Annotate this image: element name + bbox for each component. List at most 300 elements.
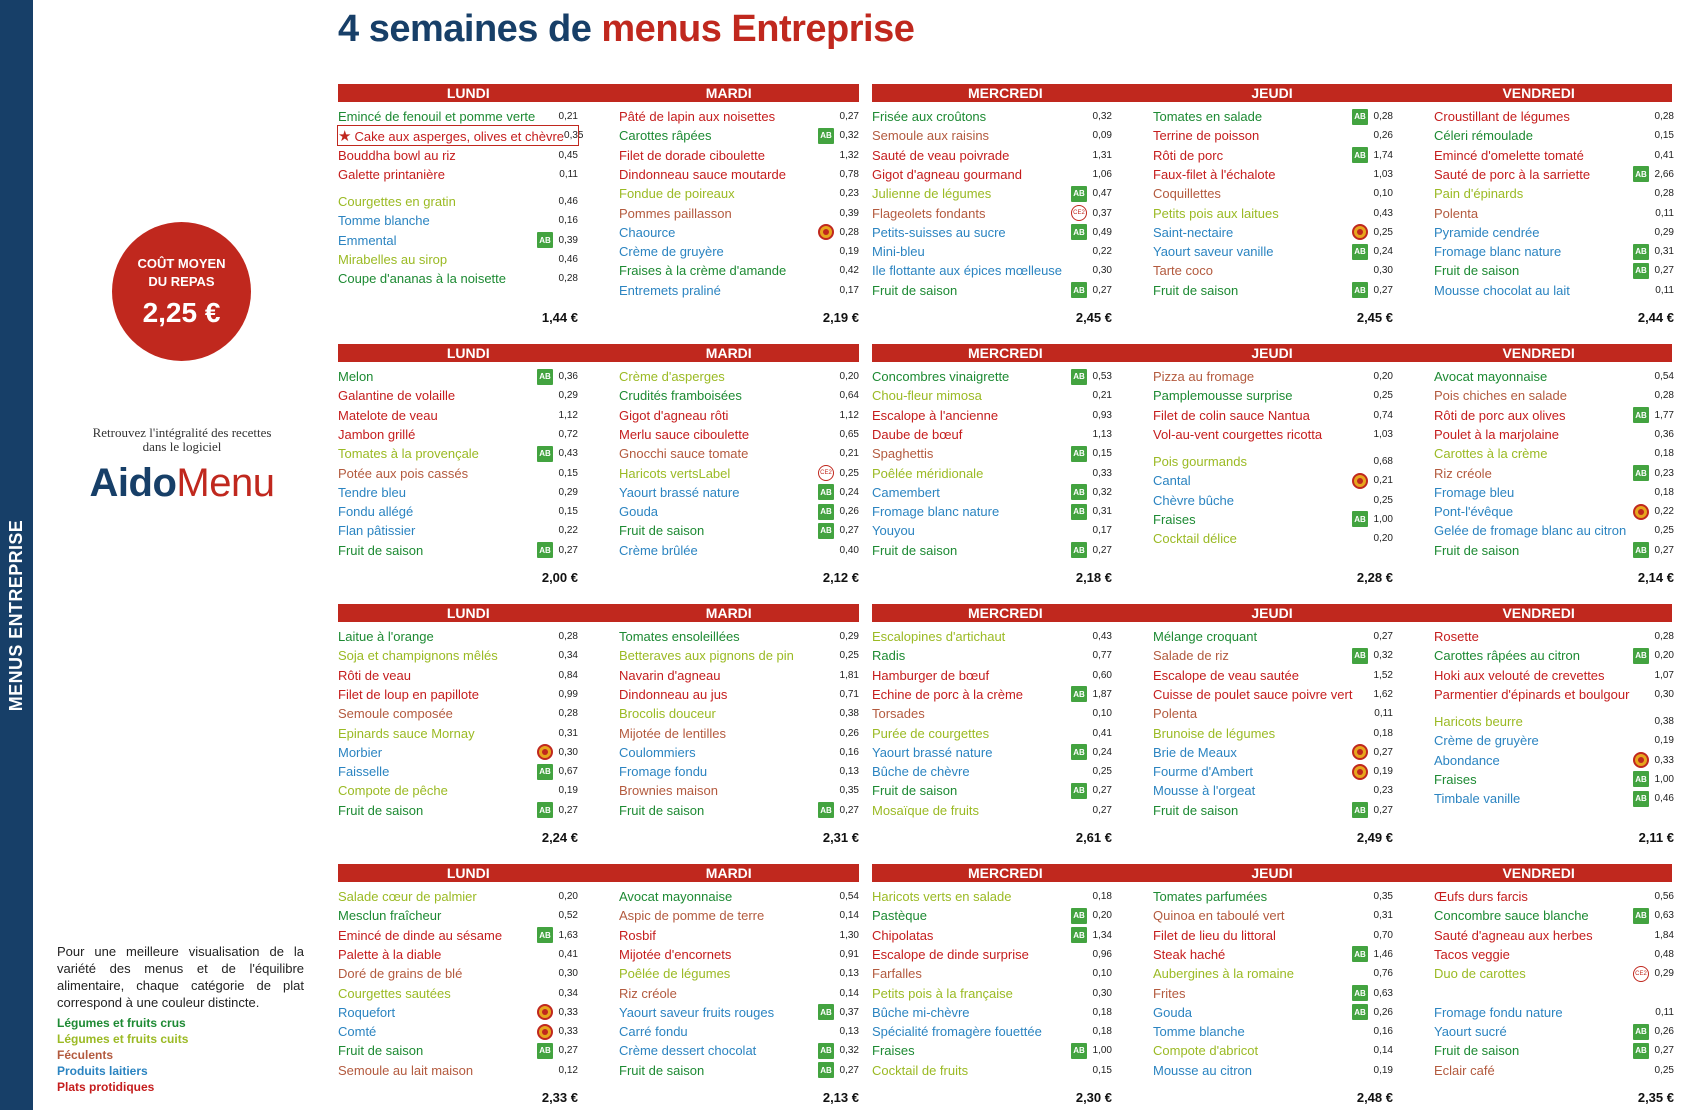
dish-cost: 0,10: [1092, 968, 1112, 980]
dish-name: [338, 908, 536, 923]
day-name: JEUDI: [1251, 85, 1293, 101]
menu-item-row: [338, 211, 578, 230]
dish-cost: 0,32: [1373, 650, 1393, 662]
dish-label: Gouda: [1153, 1004, 1193, 1020]
menu-item-row: [1434, 887, 1674, 906]
organic-ab-icon: AB: [1633, 648, 1649, 664]
dish-cost: 0,25: [1373, 390, 1393, 402]
dish-cost: 0,15: [558, 506, 578, 518]
dish-cost: 0,70: [1373, 929, 1393, 941]
menu-item-row: [1434, 521, 1674, 540]
dish-cost: 0,17: [1092, 525, 1112, 537]
menu-item-row: [1434, 751, 1674, 770]
ce2-label-icon: CE2: [1633, 966, 1649, 982]
organic-ab-icon: AB: [818, 523, 834, 539]
dish-cost: 1,87: [1092, 688, 1112, 700]
dish-name: [619, 986, 817, 1001]
dish-label: Yaourt sucré: [1434, 1024, 1507, 1040]
organic-ab-icon: AB: [1633, 465, 1649, 481]
organic-ab-icon: AB: [1633, 791, 1649, 807]
dish-cost: 0,25: [839, 650, 859, 662]
organic-ab-icon: AB: [1352, 147, 1368, 163]
menu-item-row: [1434, 1041, 1674, 1060]
label-icon-slot: [1351, 473, 1369, 489]
dish-label: Escalope à l'ancienne: [872, 407, 999, 423]
dish-name: [338, 427, 536, 442]
dish-label: Youyou: [872, 523, 915, 539]
dish-label: Courgettes en gratin: [338, 193, 456, 209]
dish-name: [1434, 1063, 1632, 1078]
organic-ab-icon: AB: [818, 504, 834, 520]
menu-item-row: [338, 964, 578, 983]
dish-name: [872, 1024, 1070, 1039]
dish-name: [619, 148, 817, 163]
menu-item-row: [872, 666, 1112, 685]
menu-item-row: [1153, 425, 1393, 444]
menu-item-row: [338, 1003, 578, 1022]
dish-name: [338, 271, 536, 286]
dish-name: [619, 783, 817, 798]
menu-item-row: [1153, 510, 1393, 529]
dish-cost: 0,30: [558, 746, 578, 758]
dish-cost: 0,28: [1654, 111, 1674, 122]
organic-ab-icon: AB: [537, 927, 553, 943]
dish-name: [1153, 1063, 1351, 1078]
dish-label: Tomates en salade: [1153, 109, 1263, 124]
menu-item-row: [619, 425, 859, 444]
aop-seal-icon: [537, 1004, 553, 1020]
menu-item-row: [338, 984, 578, 1003]
dish-label: Pois chiches en salade: [1434, 388, 1567, 404]
menu-item-row: [619, 281, 859, 300]
dish-name: [1434, 109, 1632, 124]
dish-name: [338, 1005, 536, 1020]
day-total: 2,48 €: [1356, 1090, 1393, 1105]
average-cost-badge: [112, 222, 251, 361]
dish-name: [1434, 966, 1632, 981]
dish-name: [338, 745, 536, 760]
dish-label: Hoki aux velouté de crevettes: [1434, 667, 1605, 683]
dish-label: Chipolatas: [872, 927, 934, 943]
dish-label: Merlu sauce ciboulette: [619, 426, 750, 442]
label-icon-slot: [1632, 908, 1650, 924]
dish-name: [1153, 531, 1351, 546]
dish-name: [1434, 485, 1632, 500]
menu-item-row: [872, 984, 1112, 1003]
organic-ab-icon: AB: [1071, 224, 1087, 240]
menu-item-row: [1434, 146, 1674, 165]
dish-cost: 0,43: [1373, 207, 1393, 219]
dish-cost: 0,38: [1654, 715, 1674, 727]
dish-label: Coupe d'ananas à la noisette: [338, 271, 506, 287]
dish-name: [1153, 454, 1351, 469]
dish-label: Œufs durs farcis: [1434, 889, 1528, 904]
dish-name: [1434, 791, 1632, 806]
dish-label: Fruit de saison: [619, 802, 705, 818]
dish-name: [338, 1043, 536, 1058]
dish-label: Chaource: [619, 224, 676, 240]
dish-name: [1434, 543, 1632, 558]
organic-ab-icon: AB: [1071, 783, 1087, 799]
dish-cost: 0,20: [1373, 371, 1393, 382]
dish-label: Tomates à la provençale: [338, 446, 479, 462]
dish-name: [1434, 687, 1632, 702]
label-icon-slot: [817, 484, 835, 500]
menu-item-row: [1434, 107, 1674, 126]
dish-label: Fromage blanc nature: [872, 504, 1000, 520]
dish-label: Spécialité fromagère fouettée: [872, 1024, 1042, 1040]
dish-label: Crudités framboisées: [619, 388, 742, 404]
dish-cost: 0,30: [1092, 987, 1112, 999]
menu-item-row: [619, 541, 859, 560]
dish-name: [1434, 908, 1632, 923]
menu-item-row: [1153, 1041, 1393, 1060]
dish-label: Coquillettes: [1153, 186, 1221, 202]
legend-item-dairy: Produits laitiers: [57, 1064, 148, 1078]
dish-cost: 1,81: [839, 669, 859, 681]
dish-cost: 0,19: [558, 785, 578, 797]
dish-name: [1153, 1005, 1351, 1020]
menu-item-row: [619, 261, 859, 280]
organic-ab-icon: AB: [1352, 244, 1368, 260]
menu-item-row: [1153, 1003, 1393, 1022]
dish-name: [1153, 128, 1351, 143]
label-icon-slot: [1632, 966, 1650, 982]
dish-name: [619, 263, 817, 278]
label-icon-slot: [817, 465, 835, 481]
menu-item-row: [872, 926, 1112, 945]
menu-item-row: [872, 261, 1112, 280]
dish-label: Saint-nectaire: [1153, 224, 1234, 240]
dish-cost: 0,14: [1373, 1045, 1393, 1057]
dish-label: Mousse au citron: [1153, 1062, 1252, 1078]
menu-item-row: [1153, 107, 1393, 126]
menu-item-row: [1434, 483, 1674, 502]
menu-item-row: [619, 685, 859, 704]
dish-name: [619, 128, 817, 143]
menu-item-row: [872, 627, 1112, 646]
dish-name: [872, 466, 1070, 481]
dish-label: Courgettes sautées: [338, 985, 451, 1001]
menu-item-row: [338, 945, 578, 964]
menu-item-row: [619, 406, 859, 425]
dish-name: [338, 408, 536, 423]
organic-ab-icon: AB: [1352, 109, 1368, 125]
dish-name: [1153, 225, 1351, 240]
dish-label: Chèvre bûche: [1153, 492, 1234, 508]
dish-label: Concombres vinaigrette: [872, 369, 1010, 384]
dish-label: Rôti de porc aux olives: [1434, 407, 1566, 423]
day-total: 2,00 €: [541, 570, 578, 585]
dish-cost: 0,27: [1654, 544, 1674, 556]
dish-label: Yaourt saveur vanille: [1153, 244, 1274, 260]
menu-item-row: [872, 743, 1112, 762]
day-total: 1,44 €: [541, 310, 578, 325]
label-icon-slot: [1632, 1024, 1650, 1040]
menu-item-row: [338, 406, 578, 425]
dish-cost: 0,13: [839, 968, 859, 980]
menu-item-row: [619, 743, 859, 762]
dish-label: Faisselle: [338, 764, 390, 780]
dish-label: Fromage fondu: [619, 764, 708, 780]
dish-name: [619, 745, 817, 760]
dish-name: [1434, 263, 1632, 278]
organic-ab-icon: AB: [818, 484, 834, 500]
dish-label: Comté: [338, 1024, 377, 1040]
day-total: 2,19 €: [822, 310, 859, 325]
dish-label: Mijotée de lentilles: [619, 725, 726, 741]
label-icon-slot: [1070, 908, 1088, 924]
dish-label: Radis: [872, 648, 906, 664]
menu-item-row: [1153, 367, 1393, 386]
dish-cost: 0,21: [839, 448, 859, 460]
dish-name: [1153, 745, 1351, 760]
dish-label: Duo de carottes: [1434, 966, 1526, 982]
menu-item-row: [619, 126, 859, 145]
dish-name: [338, 889, 536, 904]
dish-cost: 0,22: [1654, 506, 1674, 518]
dish-label: Bûche mi-chèvre: [872, 1004, 970, 1020]
dish-cost: 0,29: [558, 390, 578, 402]
menu-item-row: [872, 724, 1112, 743]
dish-label: Coulommiers: [619, 744, 696, 760]
menu-item-row: [1153, 781, 1393, 800]
dish-name: [1434, 167, 1632, 182]
dish-name: [619, 186, 817, 201]
dish-name: [1153, 889, 1351, 904]
day-total: 2,33 €: [541, 1090, 578, 1105]
dish-cost: 0,28: [558, 708, 578, 720]
dish-cost: 0,31: [1654, 246, 1674, 258]
dish-label: Fruit de saison: [338, 802, 424, 818]
dish-cost: 0,25: [1373, 494, 1393, 506]
menu-item-row: [1434, 367, 1674, 386]
menu-item-row: [872, 444, 1112, 463]
dish-name: [338, 648, 536, 663]
menu-item-row: [619, 646, 859, 665]
dish-cost: 0,72: [558, 428, 578, 440]
dish-label: Mini-bleu: [872, 244, 925, 260]
aop-seal-icon: [1352, 473, 1368, 489]
organic-ab-icon: AB: [1071, 369, 1087, 385]
dish-cost: 0,29: [839, 631, 859, 642]
day-header-bar: [338, 344, 859, 362]
organic-ab-icon: AB: [818, 1043, 834, 1059]
dish-name: [1153, 629, 1351, 644]
dish-name: [1153, 109, 1351, 124]
dish-cost: 0,71: [839, 688, 859, 700]
dish-label: Mirabelles au sirop: [338, 251, 448, 267]
dish-cost: 0,35: [1373, 891, 1393, 902]
menu-item-row: [619, 483, 859, 502]
organic-ab-icon: AB: [1633, 244, 1649, 260]
menu-item-row: [872, 762, 1112, 781]
dish-name: [619, 1024, 817, 1039]
dish-label: Navarin d'agneau: [619, 667, 721, 683]
dish-name: [872, 128, 1070, 143]
day-total: 2,30 €: [1075, 1090, 1112, 1105]
dish-name: [1434, 186, 1632, 201]
dish-name: [1153, 928, 1351, 943]
dish-name: [619, 889, 817, 904]
dish-label: Quinoa en taboulé vert: [1153, 908, 1285, 924]
menu-item-row: [338, 685, 578, 704]
dish-label: Pont-l'évêque: [1434, 504, 1514, 520]
menu-item-row: [619, 242, 859, 261]
dish-cost: 0,68: [1373, 455, 1393, 467]
dish-cost: 0,15: [558, 467, 578, 479]
dish-cost: 0,29: [1654, 226, 1674, 238]
dish-cost: 1,00: [1373, 513, 1393, 525]
menu-item-row: [619, 1003, 859, 1022]
label-icon-slot: [1070, 205, 1088, 221]
dish-name: [619, 764, 817, 779]
menu-item-row: [1153, 801, 1393, 820]
dish-name: [1434, 928, 1632, 943]
dish-cost: 0,34: [558, 650, 578, 662]
dish-label: Fruit de saison: [872, 282, 958, 298]
dish-cost: 0,20: [1373, 533, 1393, 545]
dish-cost: 0,27: [1654, 265, 1674, 277]
dish-cost: 0,91: [839, 948, 859, 960]
menu-item-row: [338, 502, 578, 521]
dish-label: Semoule au lait maison: [338, 1062, 474, 1078]
dish-name: [1434, 128, 1632, 143]
menu-item-row: [1434, 906, 1674, 925]
menu-item-row: [338, 801, 578, 820]
day-total: 2,45 €: [1075, 310, 1112, 325]
menu-item-row: [1434, 406, 1674, 425]
menu-item-row: [619, 781, 859, 800]
dish-name: [338, 446, 536, 461]
menu-item-row: [338, 425, 578, 444]
menu-item-row: [619, 1022, 859, 1041]
organic-ab-icon: AB: [537, 369, 553, 385]
dish-cost: 1,03: [1373, 168, 1393, 180]
dish-label: Mousse à l'orgeat: [1153, 783, 1256, 799]
day-name: MARDI: [705, 865, 752, 881]
label-icon-slot: [536, 764, 554, 780]
organic-ab-icon: AB: [1633, 166, 1649, 182]
dish-name: [619, 648, 817, 663]
sidebar-label: MENUS ENTREPRISE: [6, 519, 26, 712]
legend-item-protein: Plats protidiques: [57, 1080, 155, 1094]
dish-label: Tendre bleu: [338, 484, 406, 500]
dish-name: [338, 233, 536, 248]
menu-item-row: [619, 1061, 859, 1080]
dish-name: [872, 706, 1070, 721]
dish-cost: 0,56: [1654, 891, 1674, 902]
organic-ab-icon: AB: [1071, 504, 1087, 520]
dish-label: Haricots beurre: [1434, 713, 1523, 729]
organic-ab-icon: AB: [1633, 1024, 1649, 1040]
dish-name: [872, 1043, 1070, 1058]
legend-item-starches: Féculents: [57, 1048, 114, 1062]
label-icon-slot: [817, 504, 835, 520]
day-header-bar: [338, 864, 859, 882]
dish-cost: 0,41: [1654, 149, 1674, 161]
dish-label: Purée de courgettes: [872, 725, 990, 741]
dish-label: Emincé d'omelette tomaté: [1434, 147, 1584, 163]
menu-item-row: [1153, 146, 1393, 165]
dish-label: Salade cœur de palmier: [338, 889, 477, 904]
dish-name: [338, 803, 536, 818]
dish-cost: 0,27: [839, 1064, 859, 1076]
dish-label: Fruit de saison: [619, 1062, 705, 1078]
dish-cost: 0,26: [1373, 130, 1393, 142]
menu-item-row: [872, 483, 1112, 502]
dish-label: Faux-filet à l'échalote: [1153, 166, 1276, 182]
day-name: MERCREDI: [967, 345, 1043, 361]
dish-name: [619, 629, 817, 644]
dish-cost: 0,32: [839, 1045, 859, 1057]
organic-ab-icon: AB: [537, 232, 553, 248]
dish-label: Julienne de légumes: [872, 186, 992, 202]
dish-name: [338, 629, 536, 644]
dish-label: Filet de colin sauce Nantua: [1153, 407, 1310, 423]
day-total: 2,24 €: [541, 830, 578, 845]
dish-name: [1153, 966, 1351, 981]
dish-label: Flan pâtissier: [338, 523, 416, 539]
dish-cost: 0,41: [1092, 727, 1112, 739]
dish-label: Compote de pêche: [338, 783, 448, 799]
label-icon-slot: [817, 1004, 835, 1020]
dish-label: Poêlée méridionale: [872, 465, 984, 481]
ce2-label-icon: CE2: [818, 465, 834, 481]
dish-label: Fruit de saison: [619, 523, 705, 539]
dish-cost: 0,28: [558, 631, 578, 642]
dish-name: [619, 427, 817, 442]
menu-item-row: [1153, 926, 1393, 945]
dish-cost: 0,25: [1654, 1064, 1674, 1076]
menu-item-row: [1153, 964, 1393, 983]
dish-label: Pâté de lapin aux noisettes: [619, 109, 776, 124]
dish-cost: 1,07: [1654, 669, 1674, 681]
organic-ab-icon: AB: [1633, 771, 1649, 787]
dish-label: Brownies maison: [619, 783, 718, 799]
dish-cost: 0,37: [1092, 207, 1112, 219]
dish-label: Emmental: [338, 232, 397, 248]
dish-cost: 0,43: [558, 448, 578, 460]
label-icon-slot: [1351, 109, 1369, 125]
dish-label: Escalope de veau sautée: [1153, 667, 1299, 683]
title-part-2: menus Entreprise: [601, 8, 915, 50]
dish-label: Escalope de dinde surprise: [872, 946, 1029, 962]
dish-name: [338, 194, 536, 209]
dish-label: Emincé de dinde au sésame: [338, 927, 503, 943]
day-total: 2,12 €: [822, 570, 859, 585]
dish-cost: 1,12: [558, 409, 578, 421]
menu-item-row: [619, 165, 859, 184]
dish-name: [1434, 1043, 1632, 1058]
label-icon-slot: [1070, 446, 1088, 462]
label-icon-slot: [1632, 504, 1650, 520]
dish-name: [872, 283, 1070, 298]
dish-label: Sauté de porc à la sarriette: [1434, 166, 1591, 182]
dish-cost: 0,27: [839, 804, 859, 816]
menu-item-row: [338, 250, 578, 269]
dish-label: Laitue à l'orange: [338, 629, 434, 644]
dish-label: Riz créole: [1434, 465, 1492, 481]
label-icon-slot: [536, 927, 554, 943]
dish-label: Entremets praliné: [619, 282, 721, 298]
dish-name: [872, 263, 1070, 278]
dish-label: Salade de riz: [1153, 648, 1229, 664]
dish-cost: 1,03: [1373, 428, 1393, 440]
day-name: LUNDI: [446, 345, 490, 361]
label-icon-slot: [817, 1062, 835, 1078]
dish-cost: 0,11: [1655, 207, 1674, 219]
